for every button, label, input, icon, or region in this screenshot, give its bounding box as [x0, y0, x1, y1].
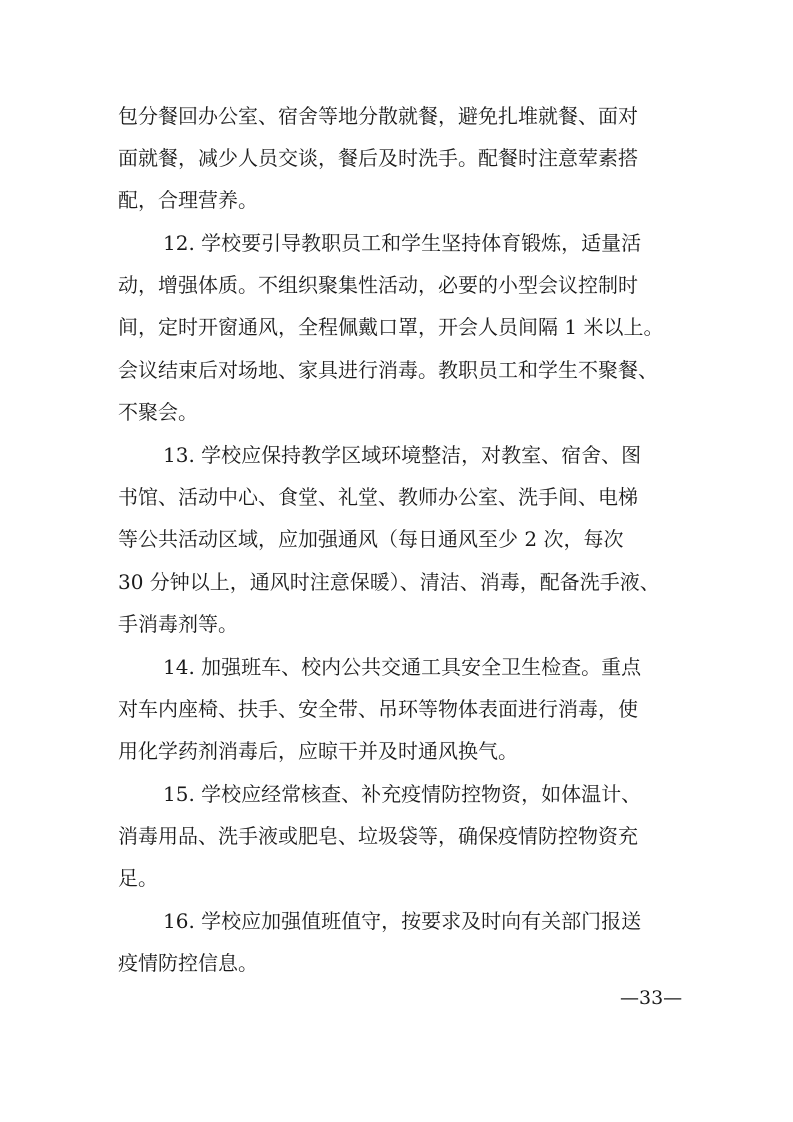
- line-text: 15. 学校应经常核查、补充疫情防控物资，如体温计、: [163, 782, 642, 806]
- text-line: [0, 901, 793, 941]
- line-text: 用化学药剂消毒后，应晾干并及时通风换气。: [118, 739, 518, 763]
- text-line: [0, 435, 793, 475]
- text-line: [0, 392, 793, 432]
- line-text: 对车内座椅、扶手、安全带、吊环等物体表面进行消毒，使: [118, 697, 638, 721]
- text-line: [0, 223, 793, 263]
- text-line: [0, 519, 793, 559]
- text-line: [0, 96, 793, 136]
- line-text: 书馆、活动中心、食堂、礼堂、教师办公室、洗手间、电梯: [118, 485, 638, 509]
- text-line: [0, 138, 793, 178]
- line-text: 消毒用品、洗手液或肥皂、垃圾袋等，确保疫情防控物资充: [118, 824, 638, 848]
- line-text: 手消毒剂等。: [118, 612, 238, 636]
- text-line: [0, 689, 793, 729]
- page-number: —33—: [620, 987, 683, 1009]
- text-line: [0, 731, 793, 771]
- text-line: [0, 477, 793, 517]
- line-text: 配，合理营养。: [118, 188, 258, 212]
- line-text: 30 分钟以上，通风时注意保暖）、清洁、消毒，配备洗手液、: [118, 570, 660, 594]
- text-line: [0, 265, 793, 305]
- line-text: 动，增强体质。不组织聚集性活动，必要的小型会议控制时: [118, 273, 638, 297]
- text-line: [0, 943, 793, 983]
- text-line: [0, 816, 793, 856]
- line-text: 面就餐，减少人员交谈，餐后及时洗手。配餐时注意荤素搭: [118, 146, 638, 170]
- text-line: [0, 647, 793, 687]
- line-text: 等公共活动区域，应加强通风（每日通风至少 2 次，每次: [118, 527, 624, 551]
- line-text: 不聚会。: [118, 400, 198, 424]
- text-line: [0, 350, 793, 390]
- line-text: 会议结束后对场地、家具进行消毒。教职员工和学生不聚餐、: [118, 358, 658, 382]
- line-text: 间，定时开窗通风，全程佩戴口罩，开会人员间隔 1 米以上。: [118, 315, 664, 339]
- line-text: 14. 加强班车、校内公共交通工具安全卫生检查。重点: [163, 655, 642, 679]
- line-text: 12. 学校要引导教职员工和学生坚持体育锻炼，适量活: [163, 231, 642, 255]
- text-line: [0, 562, 793, 602]
- text-line: [0, 774, 793, 814]
- text-line: [0, 180, 793, 220]
- text-line: [0, 307, 793, 347]
- line-text: 包分餐回办公室、宿舍等地分散就餐，避免扎堆就餐、面对: [118, 104, 638, 128]
- line-text: 足。: [118, 866, 158, 890]
- text-line: [0, 604, 793, 644]
- line-text: 疫情防控信息。: [118, 951, 258, 975]
- text-line: [0, 858, 793, 898]
- line-text: 16. 学校应加强值班值守，按要求及时向有关部门报送: [163, 909, 642, 933]
- line-text: 13. 学校应保持教学区域环境整洁，对教室、宿舍、图: [163, 443, 642, 467]
